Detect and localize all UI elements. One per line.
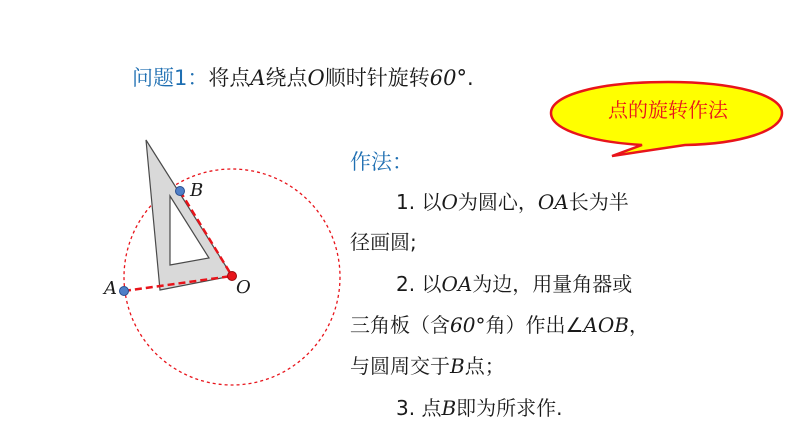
title-angle: 60° [429, 66, 467, 90]
step2-text-b: 为边，用量角器或 [472, 272, 633, 296]
title-text-a: 将点 [208, 66, 251, 90]
step2-var-aob: AOB [583, 313, 629, 337]
step2-var-oa: OA [441, 272, 473, 296]
callout-text: 点的旋转作法 [608, 98, 728, 122]
step-1-line-2: 径画圆; [350, 230, 417, 254]
method-heading: 作法： [350, 150, 413, 174]
step1-text-a: 1. 以 [396, 190, 442, 214]
step1-var-oa: OA [537, 190, 569, 214]
point-b-label: B [190, 180, 204, 201]
step2-angle: 60° [450, 313, 486, 337]
triangle-ruler [146, 140, 232, 290]
step1-var-o: O [441, 190, 458, 214]
step1-text-c: 长为半 [568, 190, 629, 214]
step2-var-b: B [450, 354, 465, 378]
step3-text-b: 即为所求作. [456, 396, 563, 420]
step2-text-a: 2. 以 [396, 272, 442, 296]
title-var-o: O [307, 66, 325, 90]
point-a-dot [120, 287, 129, 296]
step2-line2-text-b: 角）作出∠ [485, 313, 584, 337]
step3-text-a: 3. 点 [396, 396, 442, 420]
step3-var-b: B [441, 396, 457, 420]
title-text-b: 绕点 [265, 66, 308, 90]
step2-line2-text-c: ， [628, 313, 649, 337]
step1-text-b: 为圆心， [457, 190, 538, 214]
title-var-a: A [250, 66, 266, 90]
point-o-label: O [236, 277, 251, 298]
step2-line3-text-b: 点； [464, 354, 505, 378]
step2-line3-text-a: 与圆周交于 [350, 354, 450, 378]
point-b-dot [176, 187, 185, 196]
title-text-c: 顺时针旋转 [324, 66, 430, 90]
problem-label: 问题1： [132, 66, 209, 90]
title-text-d: . [467, 66, 474, 90]
point-a-label: A [104, 278, 117, 299]
step2-line2-text-a: 三角板（含 [350, 313, 450, 337]
